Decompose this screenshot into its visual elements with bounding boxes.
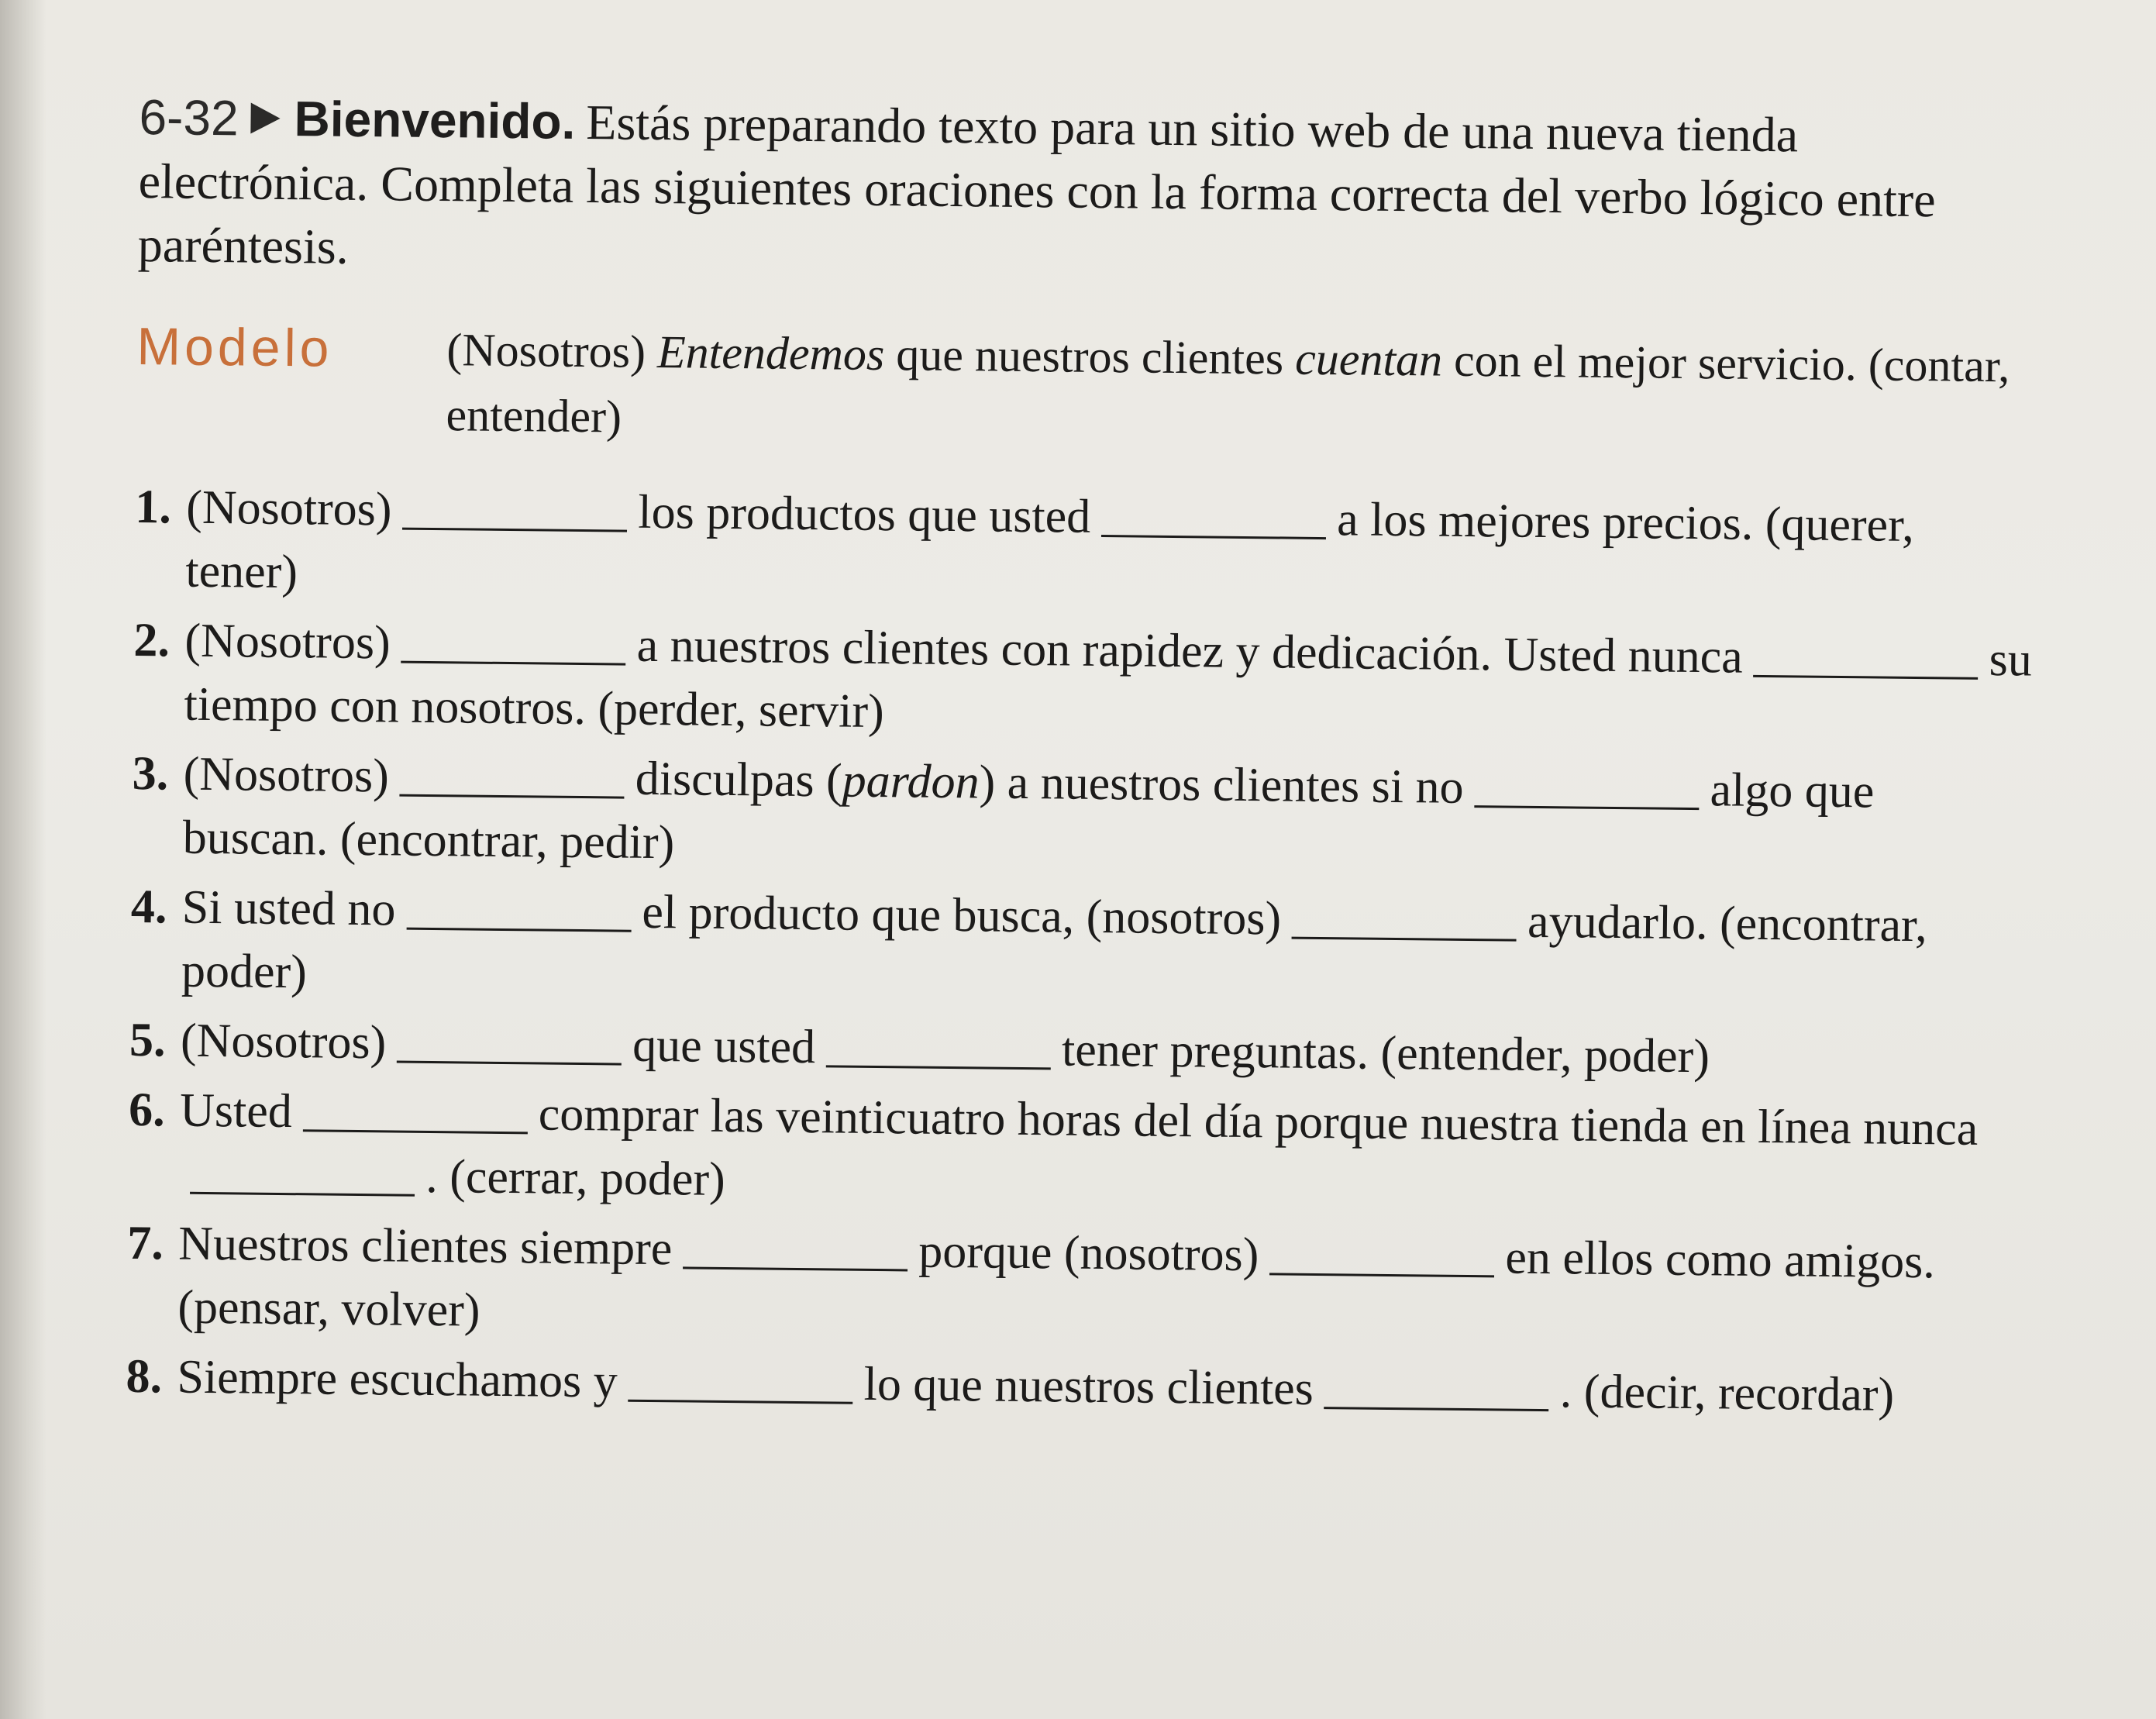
answer-blank[interactable] xyxy=(683,1223,908,1271)
exercise-instructions: Estás preparando texto para un sitio web de una nueva tienda electrónica. Completa las siguientes oraciones con la forma correcta del verbo lógico entre paréntesis. xyxy=(137,95,1936,274)
item-number: 2. xyxy=(133,613,170,667)
modelo-example xyxy=(136,314,2036,464)
answer-blank[interactable] xyxy=(400,751,625,799)
answer-blank[interactable] xyxy=(1101,491,1327,539)
item-text xyxy=(181,1009,2029,1092)
item-text-part: disculpas ( xyxy=(635,752,843,808)
item-number: 5. xyxy=(129,1013,166,1067)
answer-blank[interactable] xyxy=(190,1149,415,1197)
item-text-part: Usted xyxy=(179,1083,293,1139)
item-number: 8. xyxy=(126,1349,163,1404)
item-text-part: porque (nosotros) xyxy=(918,1225,1259,1282)
item-text xyxy=(181,876,2030,1022)
modelo-label: Modelo xyxy=(136,316,333,378)
item-text-part: . (decir, recordar) xyxy=(1559,1365,1895,1421)
modelo-verb: cuentan xyxy=(1294,332,1443,386)
item-text-part: Siempre escuchamos y xyxy=(177,1350,618,1408)
answer-blank[interactable] xyxy=(628,1356,853,1404)
exercise-item-2 xyxy=(133,608,2033,756)
item-text xyxy=(177,1345,2025,1428)
item-text-part: el producto que busca, (nosotros) xyxy=(642,885,1282,946)
answer-blank[interactable] xyxy=(406,884,632,932)
modelo-sentence xyxy=(446,317,2036,463)
item-text-part: que usted xyxy=(632,1018,816,1074)
item-text xyxy=(184,609,2033,756)
item-text-part: ) a nuestros clientes si no xyxy=(979,756,1464,814)
item-text xyxy=(179,1079,2028,1225)
exercise-item-6 xyxy=(128,1078,2028,1225)
item-text-part: (Nosotros) xyxy=(183,747,390,803)
item-text xyxy=(185,476,2034,622)
item-number: 3. xyxy=(132,746,169,801)
answer-blank[interactable] xyxy=(402,484,628,532)
modelo-text-part: con el mejor servicio. (contar, entender) xyxy=(446,334,2010,443)
exercise-item-8 xyxy=(126,1345,2025,1428)
modelo-verb: Entendemos xyxy=(656,326,885,381)
item-text-part: (Nosotros) xyxy=(185,481,392,536)
answer-blank[interactable] xyxy=(1754,632,1979,680)
item-number: 1. xyxy=(134,480,172,534)
item-italic-gloss: pardon xyxy=(842,754,980,809)
exercise-item-4 xyxy=(130,875,2030,1022)
exercise-item-3 xyxy=(131,742,2031,889)
item-text-part: Nuestros clientes siempre xyxy=(177,1217,673,1276)
answer-blank[interactable] xyxy=(1474,762,1700,810)
answer-blank[interactable] xyxy=(303,1086,529,1134)
item-text-part: (Nosotros) xyxy=(184,614,391,670)
item-number: 7. xyxy=(126,1216,164,1270)
answer-blank[interactable] xyxy=(1324,1363,1550,1411)
item-number: 4. xyxy=(130,880,167,934)
item-text-part: algo que buscan. (encontrar, pedir) xyxy=(182,763,1875,870)
exercise-item-7 xyxy=(126,1211,2027,1359)
item-text xyxy=(182,742,2031,889)
item-text-part: en ellos como amigos. (pensar, volver) xyxy=(177,1231,1936,1337)
modelo-text-part: (Nosotros) xyxy=(446,324,658,378)
item-text-part: (Nosotros) xyxy=(180,1014,387,1070)
exercise-title: Bienvenido. xyxy=(294,91,576,150)
answer-blank[interactable] xyxy=(826,1021,1052,1070)
item-text-part: tener preguntas. (entender, poder) xyxy=(1061,1023,1710,1083)
answer-blank[interactable] xyxy=(401,618,626,666)
modelo-text-part: que nuestros clientes xyxy=(883,329,1296,384)
exercise-header xyxy=(137,85,2037,297)
answer-blank[interactable] xyxy=(1269,1229,1495,1277)
item-text-part: los productos que usted xyxy=(638,485,1091,543)
item-number: 6. xyxy=(128,1083,166,1137)
item-text-part: ayudarlo. (encontrar, poder) xyxy=(181,894,1928,999)
exercise-item-1 xyxy=(134,475,2034,622)
item-text-part: a nuestros clientes con rapidez y dedicación. Usted nunca xyxy=(636,618,1744,684)
answer-blank[interactable] xyxy=(1292,894,1517,942)
item-text-part: su tiempo con nosotros. (perder, servir) xyxy=(184,633,2033,739)
exercise-item-5 xyxy=(129,1008,2029,1092)
item-text-part: a los mejores precios. (querer, tener) xyxy=(185,493,1915,599)
item-text-part: comprar las veinticuatro horas del día porque nuestra tienda en línea nunca xyxy=(538,1087,1979,1156)
item-text xyxy=(177,1212,2027,1359)
exercise-number: 6-32 xyxy=(139,88,239,146)
exercise-block xyxy=(126,85,2038,1435)
page-spine-shadow xyxy=(0,0,46,1719)
triangle-arrow-icon xyxy=(250,103,280,134)
exercise-items xyxy=(126,475,2034,1428)
item-text-part: lo que nuestros clientes xyxy=(863,1357,1314,1415)
answer-blank[interactable] xyxy=(397,1018,622,1066)
item-text-part: Si usted no xyxy=(181,880,396,936)
item-text-part: . (cerrar, poder) xyxy=(425,1149,726,1206)
